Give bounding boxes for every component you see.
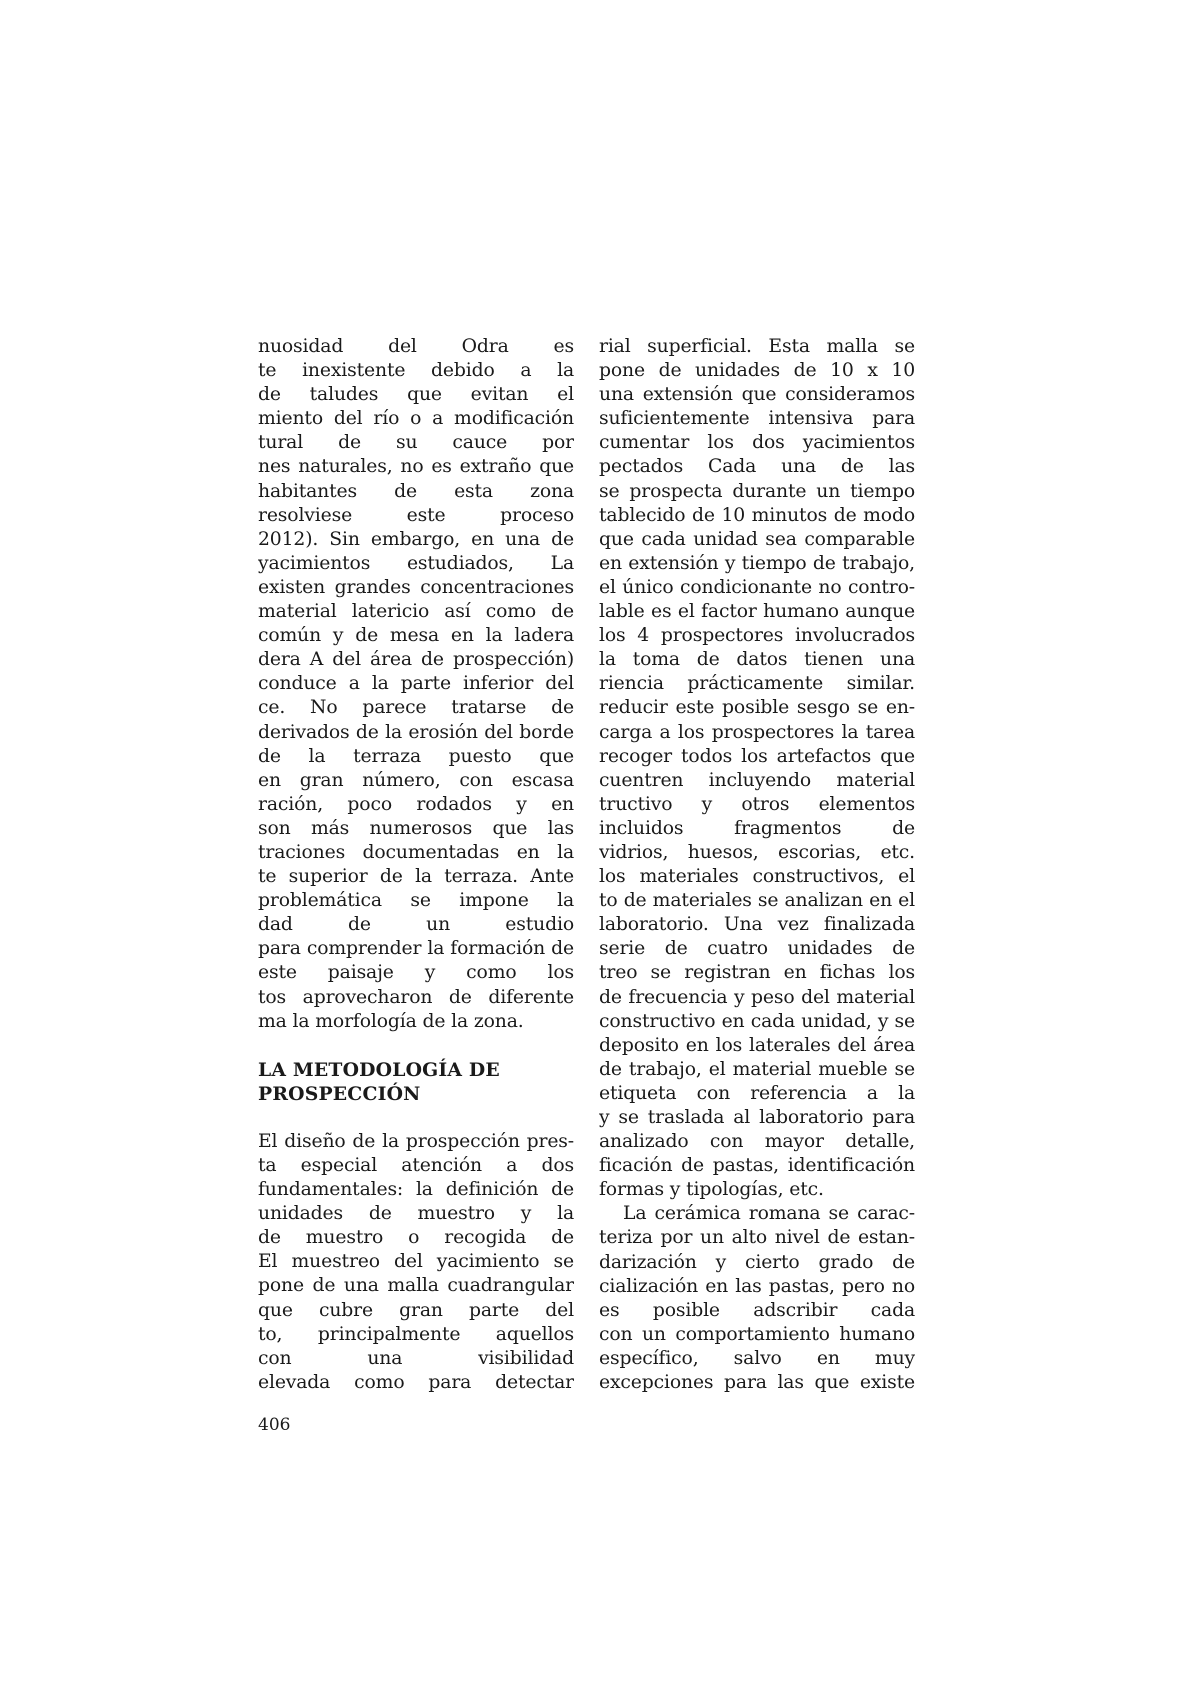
text-line: en extensión y tiempo de trabajo, (599, 552, 915, 574)
text-line: pone de unidades de 10 x 10 (599, 360, 915, 382)
text-line: carga a los prospectores la tarea (599, 721, 915, 743)
text-line: vidrios, huesos, escorias, etc. (599, 841, 915, 863)
text-line: de taludes que evitan el (258, 384, 574, 406)
text-line: serie de cuatro unidades de (599, 938, 915, 960)
text-line: la toma de datos tienen una (599, 649, 915, 671)
text-line: excepciones para las que existe (599, 1372, 915, 1394)
text-line: en gran número, con escasa (258, 769, 574, 791)
text-line: analizado con mayor detalle, (599, 1131, 915, 1153)
text-line: ce. No parece tratarse de (258, 697, 574, 719)
text-line: deposito en los laterales del área (599, 1034, 915, 1056)
text-line: de frecuencia y peso del material (599, 986, 915, 1008)
text-line: habitantes de esta zona (258, 480, 574, 502)
text-line: 2012). Sin embargo, en una de (258, 528, 574, 550)
text-line: incluidos fragmentos de (599, 817, 915, 839)
text-line: común y de mesa en la ladera (258, 625, 574, 647)
text-line: pectados Cada una de las (599, 456, 915, 478)
text-line: son más numerosos que las (258, 817, 574, 839)
text-line: constructivo en cada unidad, y se (599, 1010, 915, 1032)
text-line: etiqueta con referencia a la (599, 1082, 915, 1104)
text-line: problemática se impone la (258, 890, 574, 912)
text-line: darización y cierto grado de (599, 1251, 915, 1273)
text-line: fundamentales: la definición de (258, 1179, 574, 1201)
section-heading-line-2: PROSPECCIÓN (258, 1082, 421, 1105)
text-line: La cerámica romana se carac- (623, 1203, 915, 1225)
right-column (599, 335, 915, 1395)
text-line: con una visibilidad (258, 1347, 574, 1369)
text-line: ración, poco rodados y en (258, 793, 574, 815)
text-line: con un comportamiento humano (599, 1323, 915, 1345)
text-line: dad de un estudio (258, 914, 574, 936)
text-line: ficación de pastas, identificación (599, 1155, 915, 1177)
text-line: recoger todos los artefactos que (599, 745, 915, 767)
text-line: tural de su cauce por (258, 432, 574, 454)
text-line: traciones documentadas en la (258, 841, 574, 863)
text-line: específico, salvo en muy (599, 1347, 915, 1369)
text-line: pone de una malla cuadrangular (258, 1275, 574, 1297)
text-line: de trabajo, el material mueble se (599, 1058, 915, 1080)
text-line: te inexistente debido a la (258, 360, 574, 382)
text-line: es posible adscribir cada (599, 1299, 915, 1321)
text-line: suficientemente intensiva para (599, 408, 915, 430)
text-line: miento del río o a modificación (258, 408, 574, 430)
text-line: te superior de la terraza. Ante (258, 866, 574, 888)
section-heading-line-1: LA METODOLOGÍA DE (258, 1058, 500, 1081)
text-line: este paisaje y como los (258, 962, 574, 984)
text-line: una extensión que consideramos (599, 384, 915, 406)
text-line: nuosidad del Odra es (258, 336, 574, 357)
text-line: riencia prácticamente similar. (599, 673, 915, 695)
text-line: de muestro o recogida de (258, 1227, 574, 1249)
text-line: dera A del área de prospección) (258, 649, 574, 671)
text-line: lable es el factor humano aunque (599, 601, 915, 623)
text-line: de la terraza puesto que (258, 745, 574, 767)
text-line: laboratorio. Una vez finalizada (599, 914, 915, 936)
spacer (258, 1106, 574, 1130)
text-line: conduce a la parte inferior del (258, 673, 574, 695)
page-number: 406 (258, 1415, 291, 1435)
text-line: y se traslada al laboratorio para (599, 1107, 915, 1128)
text-line: que cada unidad sea comparable (599, 528, 915, 550)
text-line: El diseño de la prospección pres- (258, 1130, 574, 1152)
text-line: tos aprovecharon de diferente (258, 986, 574, 1008)
text-line: to, principalmente aquellos (258, 1323, 574, 1345)
text-line: que cubre gran parte del (258, 1299, 574, 1321)
left-paragraph-1 (258, 335, 574, 1034)
text-line: ta especial atención a dos (258, 1155, 574, 1176)
text-line: cumentar los dos yacimientos (599, 432, 915, 454)
left-column (258, 335, 574, 1395)
text-line: los 4 prospectores involucrados (599, 625, 915, 647)
right-paragraph-2 (599, 1202, 915, 1395)
text-line: se prospecta durante un tiempo (599, 480, 915, 502)
text-line: existen grandes concentraciones (258, 576, 574, 598)
text-line: derivados de la erosión del borde (258, 721, 574, 743)
text-line: unidades de muestro y la (258, 1203, 574, 1225)
text-line: yacimientos estudiados, La (258, 552, 574, 574)
right-paragraph-1 (599, 335, 915, 1202)
text-line: cialización en las pastas, pero no (599, 1275, 915, 1297)
text-line: reducir este posible sesgo se en- (599, 697, 915, 719)
text-line: El muestreo del yacimiento se (258, 1251, 574, 1273)
text-line: to de materiales se analizan en el (599, 890, 915, 912)
text-line: para comprender la formación de (258, 938, 574, 960)
text-line: cuentren incluyendo material (599, 769, 915, 791)
spacer (258, 1034, 574, 1058)
text-line: nes naturales, no es extraño que (258, 456, 574, 478)
text-line: tructivo y otros elementos (599, 793, 915, 815)
text-line: resolviese este proceso (258, 504, 574, 526)
left-paragraph-2 (258, 1130, 574, 1395)
text-line: elevada como para detectar (258, 1371, 574, 1393)
text-line: ma la morfología de la zona. (258, 1010, 524, 1032)
text-line: formas y tipologías, etc. (599, 1179, 824, 1201)
text-line: teriza por un alto nivel de estan- (599, 1227, 915, 1249)
text-line: los materiales constructivos, el (599, 866, 915, 888)
text-line: material latericio así como de (258, 601, 574, 623)
text-line: tablecido de 10 minutos de modo (599, 504, 915, 526)
text-line: el único condicionante no contro- (599, 576, 915, 598)
text-line: rial superficial. Esta malla se (599, 336, 915, 357)
text-line: treo se registran en fichas los (599, 962, 915, 984)
